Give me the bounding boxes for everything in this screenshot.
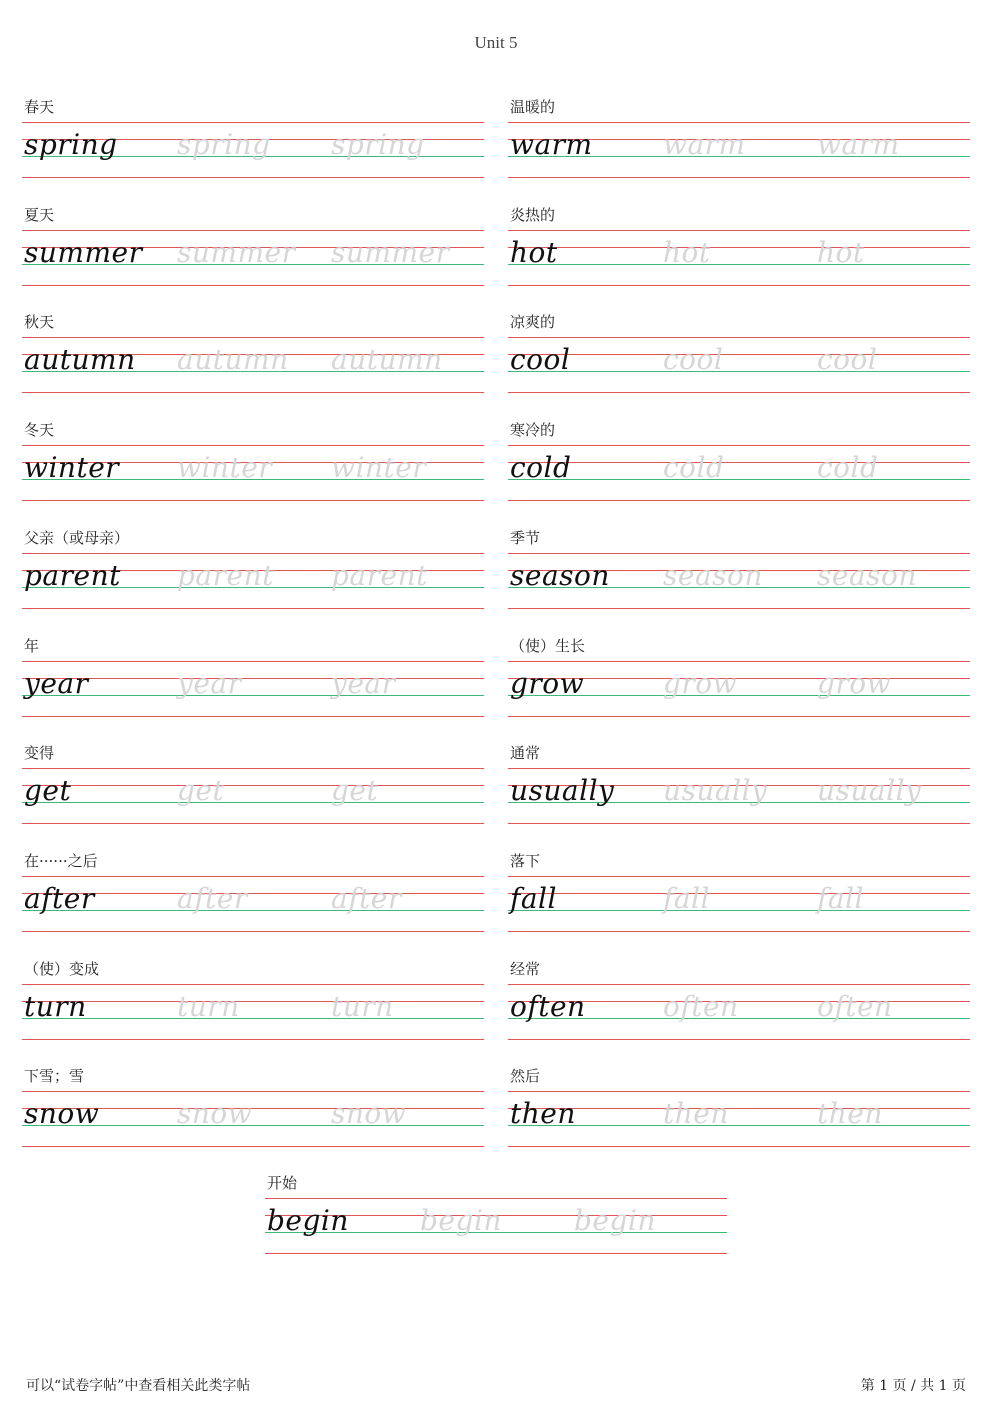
trace-word: winter (177, 451, 273, 485)
chinese-meaning: 凉爽的 (510, 313, 556, 332)
english-word: cold (510, 451, 572, 485)
vocab-entry-winter (22, 421, 484, 521)
trace-word: year (177, 666, 242, 700)
guide-line (22, 716, 484, 717)
guide-line (22, 1018, 484, 1019)
english-word: usually (510, 774, 615, 808)
trace-word: parent (177, 558, 274, 592)
chinese-meaning: 秋天 (24, 313, 55, 332)
guide-line (508, 392, 970, 393)
guide-line (508, 264, 970, 265)
guide-line (22, 1146, 484, 1147)
guide-line (508, 285, 970, 286)
trace-word: then (663, 1097, 729, 1131)
vocab-entry-begin (265, 1174, 727, 1274)
trace-word: warm (663, 128, 746, 161)
chinese-meaning: 炎热的 (510, 205, 556, 224)
trace-word: year (331, 666, 396, 700)
guide-line (22, 230, 484, 231)
english-word: spring (24, 128, 118, 161)
guide-line (22, 122, 484, 123)
trace-word: cold (663, 451, 725, 485)
page-number: 第 1 页 / 共 1 页 (860, 1378, 966, 1394)
trace-word: begin (420, 1204, 502, 1237)
english-word: season (510, 558, 610, 592)
guide-line (22, 768, 484, 769)
guide-line (508, 122, 970, 123)
guide-line (508, 931, 970, 932)
guide-line (508, 553, 970, 554)
english-word: snow (24, 1097, 100, 1131)
trace-word: get (331, 774, 379, 808)
chinese-meaning: 变得 (24, 744, 55, 763)
chinese-meaning: 温暖的 (510, 98, 556, 116)
trace-word: often (663, 989, 739, 1023)
guide-line (22, 500, 484, 501)
trace-word: summer (177, 235, 296, 269)
guide-line (508, 1146, 970, 1147)
trace-word: hot (817, 235, 865, 269)
vocab-entry-parent (22, 529, 484, 629)
english-word: warm (510, 128, 593, 161)
chinese-meaning: 寒冷的 (510, 421, 556, 440)
trace-word: turn (177, 989, 240, 1023)
guide-line (22, 785, 484, 786)
english-word: grow (510, 666, 585, 700)
trace-word: cool (817, 343, 878, 377)
english-word: hot (510, 235, 558, 269)
trace-word: grow (663, 666, 738, 700)
trace-word: after (331, 881, 402, 915)
chinese-meaning: 冬天 (24, 421, 55, 440)
guide-line (508, 716, 970, 717)
vocab-entry-hot (508, 206, 970, 306)
trace-word: snow (331, 1097, 407, 1131)
vocab-entry-get (22, 744, 484, 844)
english-word: autumn (24, 343, 136, 377)
guide-line (22, 1039, 484, 1040)
guide-line (22, 608, 484, 609)
guide-line (22, 445, 484, 446)
trace-word: winter (331, 451, 427, 485)
trace-word: warm (817, 128, 900, 161)
guide-line (508, 893, 970, 894)
chinese-meaning: 开始 (267, 1174, 298, 1192)
vocab-entry-season (508, 529, 970, 629)
chinese-meaning: 下雪；雪 (24, 1067, 85, 1086)
guide-line (22, 823, 484, 824)
guide-line (508, 1125, 970, 1126)
guide-line (508, 1108, 970, 1109)
guide-line (22, 1091, 484, 1092)
guide-line (22, 876, 484, 877)
chinese-meaning: 在······之后 (24, 851, 98, 870)
guide-line (508, 823, 970, 824)
english-word: summer (24, 235, 143, 269)
trace-word: season (663, 558, 763, 592)
vocab-entry-usually (508, 744, 970, 844)
guide-line (508, 500, 970, 501)
guide-line (22, 285, 484, 286)
guide-line (508, 876, 970, 877)
trace-word: usually (663, 774, 768, 808)
guide-line (508, 247, 970, 248)
guide-line (22, 931, 484, 932)
guide-line (22, 553, 484, 554)
guide-line (508, 177, 970, 178)
guide-line (508, 479, 970, 480)
trace-word: hot (663, 235, 711, 269)
guide-line (508, 354, 970, 355)
trace-word: spring (331, 128, 425, 161)
trace-word: season (817, 558, 917, 592)
trace-word: get (177, 774, 225, 808)
trace-word: parent (331, 558, 428, 592)
chinese-meaning: （使）生长 (510, 636, 586, 655)
guide-line (508, 371, 970, 372)
guide-line (508, 445, 970, 446)
trace-word: summer (331, 235, 450, 269)
english-word: year (24, 666, 89, 700)
vocab-entry-cool (508, 313, 970, 413)
trace-word: cold (817, 451, 879, 485)
english-word: fall (510, 881, 557, 915)
trace-word: turn (331, 989, 394, 1023)
vocab-entry-snow (22, 1067, 484, 1167)
guide-line (22, 984, 484, 985)
vocab-entry-summer (22, 206, 484, 306)
english-word: get (24, 774, 72, 808)
trace-word: after (177, 881, 248, 915)
vocab-entry-after (22, 852, 484, 952)
guide-line (508, 608, 970, 609)
chinese-meaning: 通常 (510, 744, 541, 763)
trace-word: begin (574, 1204, 656, 1237)
english-word: then (510, 1097, 576, 1131)
english-word: after (24, 881, 95, 915)
trace-word: grow (817, 666, 892, 700)
english-word: turn (24, 989, 87, 1023)
english-word: winter (24, 451, 120, 485)
guide-line (22, 1001, 484, 1002)
guide-line (22, 695, 484, 696)
chinese-meaning: 父亲（或母亲） (24, 528, 130, 547)
chinese-meaning: 春天 (24, 98, 55, 116)
guide-line (508, 1039, 970, 1040)
guide-line (508, 462, 970, 463)
guide-line (265, 1253, 727, 1254)
english-word: begin (267, 1204, 349, 1237)
page-title: Unit 5 (474, 33, 518, 52)
trace-word: autumn (177, 343, 289, 377)
guide-line (508, 984, 970, 985)
english-word: cool (510, 343, 571, 377)
chinese-meaning: 然后 (510, 1067, 541, 1086)
trace-word: autumn (331, 343, 443, 377)
vocab-entry-fall (508, 852, 970, 952)
trace-word: snow (177, 1097, 253, 1131)
guide-line (265, 1198, 727, 1199)
guide-line (22, 177, 484, 178)
vocab-entry-spring (22, 98, 484, 198)
guide-line (22, 661, 484, 662)
chinese-meaning: 季节 (510, 528, 541, 547)
guide-line (508, 1091, 970, 1092)
vocab-entry-grow (508, 637, 970, 737)
chinese-meaning: （使）变成 (24, 959, 100, 978)
trace-word: usually (817, 774, 922, 808)
vocab-entry-year (22, 637, 484, 737)
guide-line (22, 337, 484, 338)
vocab-entry-autumn (22, 313, 484, 413)
footer-note: 可以“试卷字帖”中查看相关此类字帖 (26, 1378, 251, 1394)
guide-line (22, 678, 484, 679)
vocab-entry-warm (508, 98, 970, 198)
trace-word: cool (663, 343, 724, 377)
english-word: parent (24, 558, 121, 592)
guide-line (508, 910, 970, 911)
guide-line (508, 337, 970, 338)
chinese-meaning: 经常 (510, 959, 541, 978)
trace-word: often (817, 989, 893, 1023)
chinese-meaning: 落下 (510, 851, 541, 870)
vocab-entry-often (508, 960, 970, 1060)
chinese-meaning: 夏天 (24, 205, 55, 224)
guide-line (508, 661, 970, 662)
chinese-meaning: 年 (24, 636, 40, 655)
vocab-entry-then (508, 1067, 970, 1167)
guide-line (22, 802, 484, 803)
trace-word: fall (817, 881, 864, 915)
guide-line (508, 230, 970, 231)
trace-word: fall (663, 881, 710, 915)
guide-line (508, 768, 970, 769)
vocab-entry-turn (22, 960, 484, 1060)
vocab-entry-cold (508, 421, 970, 521)
trace-word: then (817, 1097, 883, 1131)
guide-line (22, 392, 484, 393)
trace-word: spring (177, 128, 271, 161)
english-word: often (510, 989, 586, 1023)
